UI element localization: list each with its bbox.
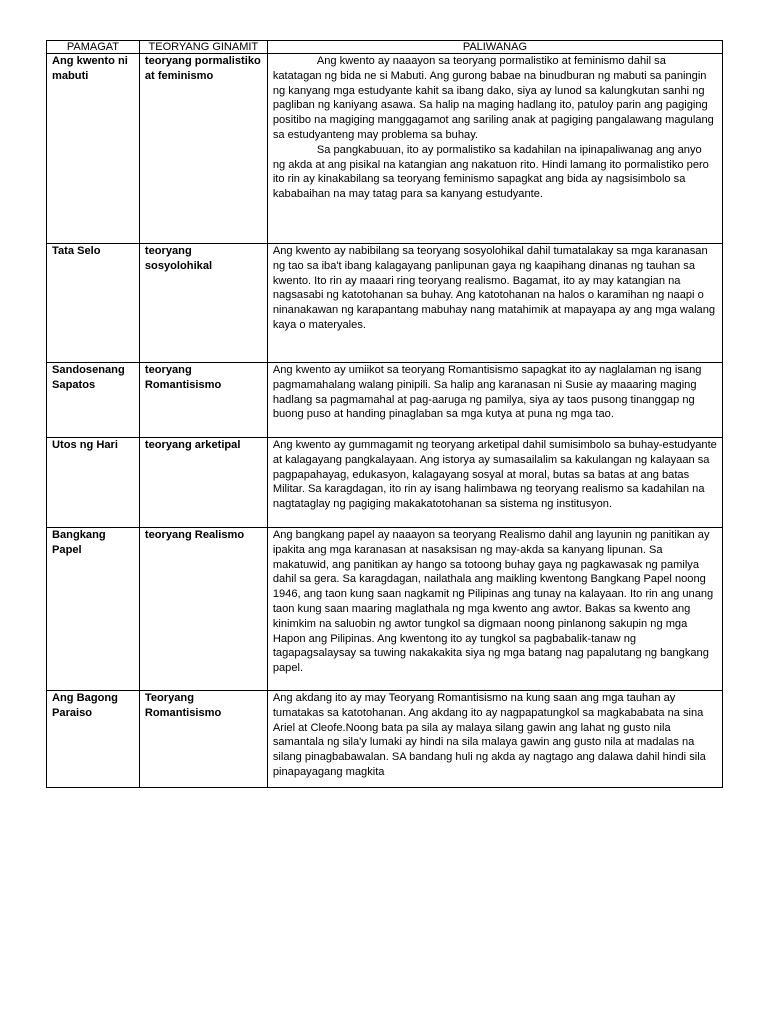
explanation-paragraph: Ang kwento ay naaayon sa teoryang pormalistiko at feminismo dahil sa katatagan ng bida ne si Mabuti. Ang gurong babae na binudburan ng mabuti sa paningin ng kanyang mga estudyante kahit sa ibang dako, siya ay lunod sa kalungkutan sanhi ng pagliban ng kaniyang asawa. Sa halip na maging hadlang ito, patuloy parin ang pagiging positibo na magiging manggagamot ang sariling anak at pagiging pangalawang magulang sa estudyanteng may problema sa buhay. (272, 55, 714, 141)
theory-used: teoryang arketipal (139, 438, 267, 528)
explanation-cell (267, 54, 722, 244)
explanation-paragraph: Sa pangkabuuan, ito ay pormalistiko sa kadahilan na ipinapaliwanag ang anyo ng akda at ang pisikal na katangian ang nakatuon rito. Hindi lamang ito pormalistiko pero ito rin ay kinakabilang sa teoryang feminismo sapagkat ang bida ay nagsisimbolo sa kababaihan na may tatag para sa kanyang estudyante. (272, 143, 709, 201)
theory-table (46, 40, 723, 788)
story-title: Ang Bagong Paraiso (47, 691, 140, 788)
table-row (47, 363, 723, 438)
explanation-paragraph: Ang kwento ay nabibilang sa teoryang sosyolohikal dahil tumatalakay sa mga karanasan ng tao sa iba't ibang kalagayang panlipunan gaya ng kaapihang dinanas ng tauhan sa kwento. Ito rin ay maaari ring teoryang realismo. Bagamat, ito ay may katangian na nagsasabi ng katotohanan sa buhay. Ang katotohanan na halos o karamihan ng naapi o ninanakawan ng karapantang mabuhay nang matahimik at mapayapa ay ang mga walang kaya o materyales. (272, 245, 716, 331)
explanation-paragraph: Ang akdang ito ay may Teoryang Romantisismo na kung saan ang mga tauhan ay tumatakas sa katotohanan. Ang akdang ito ay nagpapatungkol sa magkababata na sina Ariel at Cleofe.Noong bata pa sila ay malaya silang gawin ang lahat ng gusto nila samantala ng sila'y lumaki ay hindi na sila malaya gawin ang gusto nila at madalas na silang pinagbabawalan. SA bandang huli ng akda ay nagtago ang dalawa dahil hindi sila pinapayagang magkita (272, 692, 706, 778)
theory-used: Teoryang Romantisismo (139, 691, 267, 788)
table-row (47, 244, 723, 363)
explanation-paragraph: Ang kwento ay gummagamit ng teoryang arketipal dahil sumisimbolo sa buhay-estudyante at kalagayang pangkalayaan. Ang istorya ay sumasailalim sa kakulangan ng kalayaan sa pagpapahayag, edukasyon, kalagayang sosyal at moral, butas sa batas at ang batas Militar. Sa karagdagan, ito rin ay isang halimbawa ng teoryang realismo sa kadahilan na nagtataglay ng pagiging makakatotohanan sa sistema ng institusyon. (272, 439, 717, 511)
theory-used: teoryang pormalistiko at feminismo (139, 54, 267, 244)
story-title: Utos ng Hari (47, 438, 140, 528)
table-header (47, 41, 723, 54)
explanation-paragraph: Ang kwento ay umiikot sa teoryang Romantisismo sapagkat ito ay naglalaman ng isang pagmamahalang walang pinipili. Sa halip ang karanasan ni Susie ay maaaring maging hadlang sa pagmamahal at pag-aaruga ng pamilya, siya ay taos pusong tinanggap ng buong puso at handing pinaglaban sa mga kutya at puna ng mga tao. (272, 364, 702, 421)
explanation-cell (267, 691, 722, 788)
table-row (47, 438, 723, 528)
table-row (47, 528, 723, 691)
header-row (47, 41, 723, 54)
theory-used: teoryang Realismo (139, 528, 267, 691)
story-title: Tata Selo (47, 244, 140, 363)
explanation-cell (267, 244, 722, 363)
explanation-cell (267, 363, 722, 438)
theory-used: teoryang Romantisismo (139, 363, 267, 438)
story-title: Bangkang Papel (47, 528, 140, 691)
story-title: Sandosenang Sapatos (47, 363, 140, 438)
explanation-cell (267, 528, 722, 691)
explanation-cell (267, 438, 722, 528)
explanation-paragraph: Ang bangkang papel ay naaayon sa teoryang Realismo dahil ang layunin ng panitikan ay ipakita ang mga karanasan at nasaksisan ng may-akda sa kanyang lipunan. Sa makatuwid, ang panitikan ay hango sa totoong buhay gaya ng pagkawasak ng pamilya dahil sa gera. Sa karagdagan, nailathala ang maikling kwentong Bangkang Papel noong 1946, ang taon kung saan nagkamit ng Pilipinas ang tunay na kalayaan. Ito rin ang unang taon kung saan maaring maglathala ng mga kwento ang awtor. Bakas sa kwento ang kinimkim na saluobin ng awtor tungkol sa digmaan noong pinlanong sakupin ng mga Hapon ang Pilipinas. Ang kwentong ito ay tungkol sa pagbabalik-tanaw ng tagapagsalaysay sa tuwing nakakakita siya ng mga batang nag papalutang ng bangkang papel. (272, 529, 714, 675)
table-row (47, 54, 723, 244)
table-body (47, 54, 723, 788)
header-paliwanag: PALIWANAG (267, 41, 722, 54)
header-teoryang-ginamit: TEORYANG GINAMIT (139, 41, 267, 54)
story-title: Ang kwento ni mabuti (47, 54, 140, 244)
theory-used: teoryang sosyolohikal (139, 244, 267, 363)
table-row (47, 691, 723, 788)
header-pamagat: PAMAGAT (47, 41, 140, 54)
